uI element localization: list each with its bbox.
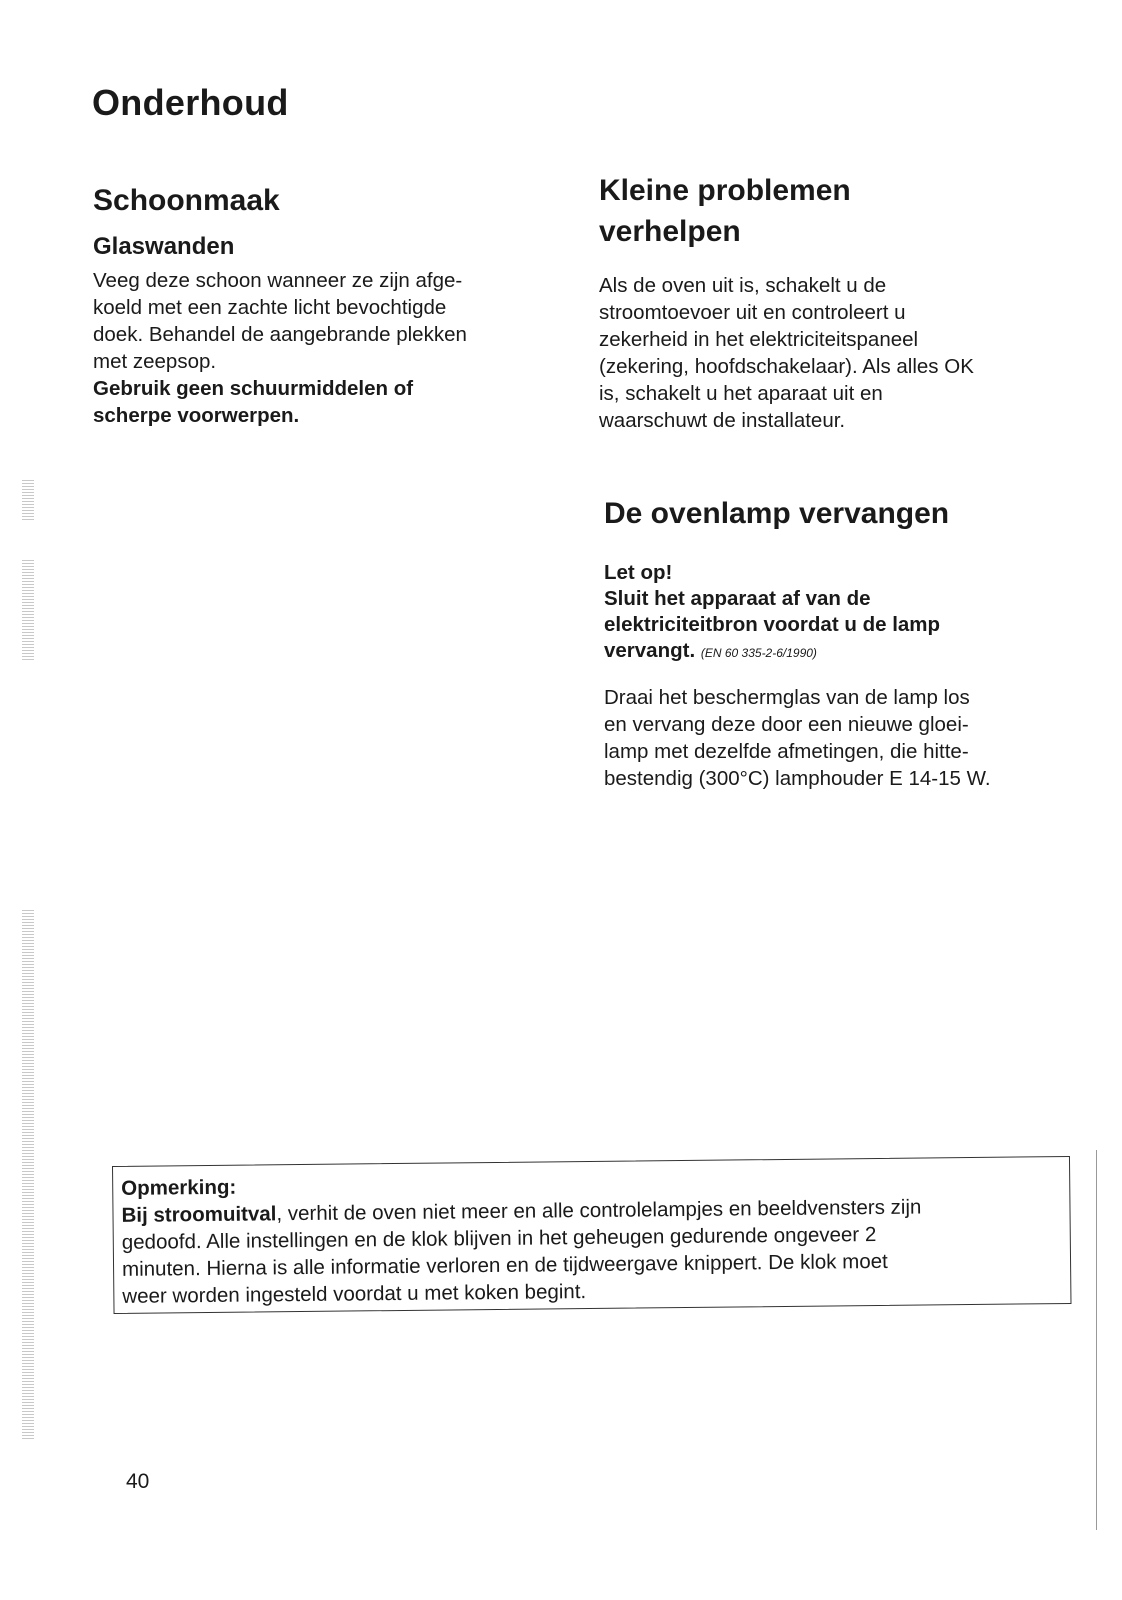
paragraph-line: en vervang deze door een nieuwe gloei-	[604, 713, 969, 736]
note-box	[112, 1156, 1071, 1314]
glass-walls-title: Glaswanden	[93, 233, 235, 260]
lamp-paragraph	[604, 684, 1074, 792]
paragraph-line: met zeepsop.	[93, 350, 217, 373]
troubleshooting-title	[599, 170, 1069, 252]
paragraph-line: bestendig (300°C) lamphouder E 14-15 W.	[604, 767, 991, 790]
troubleshooting-paragraph	[599, 272, 1069, 434]
paragraph-line: lamp met dezelfde afmetingen, die hitte-	[604, 740, 969, 763]
paragraph-line: zekerheid in het elektriciteitspaneel	[599, 328, 919, 351]
page-number: 40	[126, 1470, 150, 1493]
paragraph-line: waarschuwt de installateur.	[599, 409, 846, 432]
scan-edge-mark	[22, 560, 34, 660]
warning-line: elektriciteitbron voordat u de lamp	[604, 613, 941, 636]
warning-last-line: vervangt.	[604, 639, 696, 662]
lamp-replacement-section	[604, 493, 1074, 792]
title-line: verhelpen	[599, 215, 741, 248]
note-label: Opmerking:	[121, 1175, 237, 1200]
paragraph-line: (zekering, hoofdschakelaar). Als alles OK	[599, 355, 974, 378]
paragraph-line: stroomtoevoer uit en controleert u	[599, 301, 906, 324]
cleaning-title: Schoonmaak	[93, 184, 280, 217]
paragraph-line: is, schakelt u het aparaat uit en	[599, 382, 883, 405]
warning-line: Gebruik geen schuurmiddelen of	[93, 377, 414, 400]
lamp-replacement-title: De ovenlamp vervangen	[604, 497, 950, 530]
note-line: weer worden ingesteld voordat u met koken begint.	[122, 1280, 587, 1308]
note-line: gedoofd. Alle instellingen en de klok blijven in het geheugen gedurende ongeveer 2	[121, 1223, 877, 1254]
warning-line: Let op!	[604, 561, 673, 584]
cleaning-warning	[93, 375, 553, 429]
page-title: Onderhoud	[92, 82, 289, 123]
note-text	[121, 1192, 1062, 1310]
paragraph-line: doek. Behandel de aangebrande plekken	[93, 323, 467, 346]
title-line: Kleine problemen	[599, 174, 851, 207]
scan-edge-mark	[22, 480, 34, 520]
paragraph-line: Veeg deze schoon wanneer ze zijn afge-	[93, 269, 463, 292]
scan-edge-mark	[22, 910, 34, 1440]
paragraph-line: koeld met een zachte licht bevochtigde	[93, 296, 447, 319]
warning-line: scherpe voorwerpen.	[93, 404, 300, 427]
note-line: minuten. Hierna is alle informatie verloren en de tijdweergave knippert. De klok moet	[121, 1249, 888, 1281]
paragraph-line: Als de oven uit is, schakelt u de	[599, 274, 887, 297]
paragraph-line: Draai het beschermglas van de lamp los	[604, 686, 970, 709]
cleaning-section	[93, 180, 553, 429]
standard-reference: (EN 60 335-2-6/1990)	[700, 646, 817, 660]
cleaning-paragraph	[93, 267, 553, 375]
troubleshooting-section	[599, 170, 1069, 434]
warning-line	[604, 638, 1074, 666]
lamp-warning	[604, 560, 1074, 666]
note-bold-lead: Bij stroomuitval	[121, 1202, 277, 1227]
scan-right-edge	[1096, 1150, 1097, 1530]
note-first-line-rest: , verhit de oven niet meer en alle controlelampjes en beeldvensters zijn	[276, 1195, 922, 1226]
warning-line: Sluit het apparaat af van de	[604, 587, 871, 610]
